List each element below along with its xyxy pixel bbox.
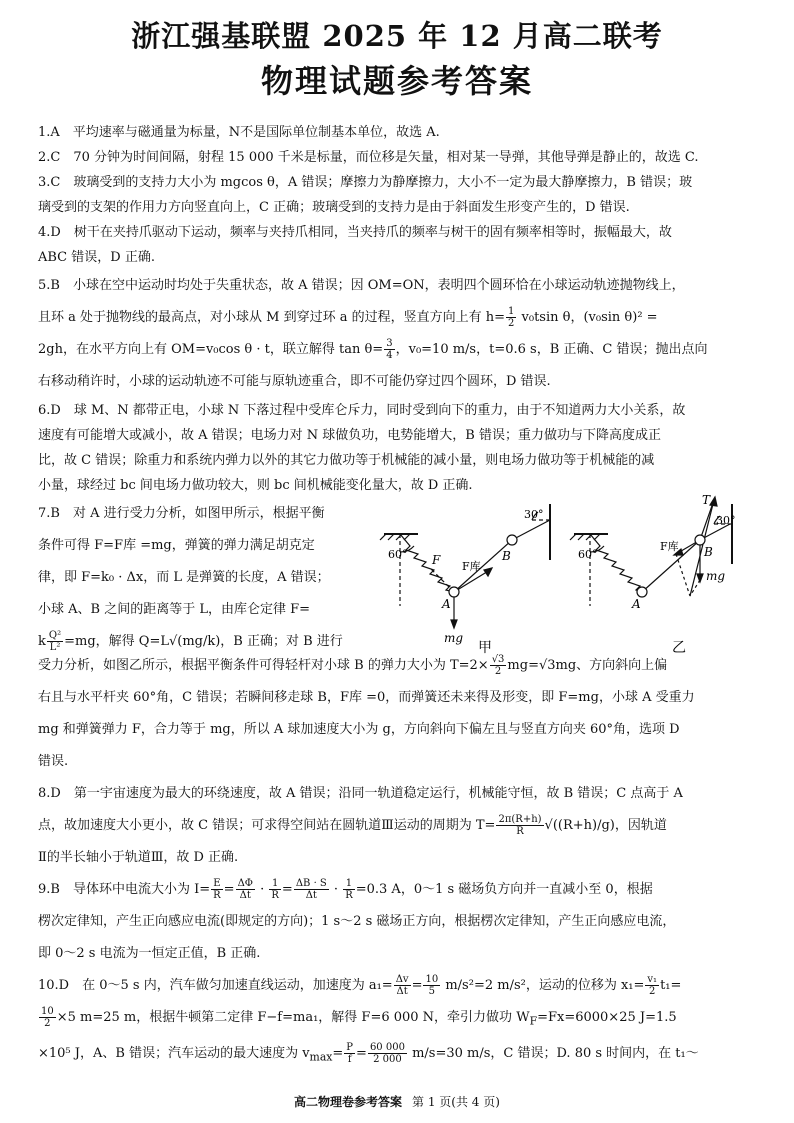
ball-B-jia bbox=[507, 535, 517, 545]
answer-content bbox=[38, 120, 762, 1073]
svg-text:F: F bbox=[432, 553, 441, 567]
svg-text:B: B bbox=[502, 549, 511, 563]
svg-text:A: A bbox=[442, 597, 451, 611]
ball-B-yi bbox=[695, 535, 705, 545]
answer-10: 10.D 在 0～5 s 内，汽车做匀加速直线运动，加速度为 a₁= $\frac{\Delta v}{\Delta t}$ = $\frac{10}{5}$ m/s²=2 m/s²，运动的位移为 x₁= $\frac{\text{v₁}}{2}$ t₁= $\frac{10}{2}$ ×5 m=25 m，根据牛顿第二定律 F−f=ma₁，解得 F=6 000 N，牵引力做功 $W_F=Fx=6000\times 25$ J=1.5 ×10⁵ J，A、B 错误；汽车运动的最大速度为 $v_{max}=$ $\frac{P}{f}$ = $\frac{60 000}{2 000}$ m/s=30 m/s，C 错误；D. 80 s 时间内，在 t₁～ bbox=[38, 974, 699, 1065]
exam-title: 浙江强基联盟 2025 年 12 月高二联考 bbox=[131, 19, 663, 53]
answer-9: 9.B 导体环中电流大小为 I= $\frac{E}{R}$ = $\frac{\Delta\Phi}{\Delta t}$ · $\frac{1}{R}$ = $\frac{\Delta B \cdot S}{\Delta t}$ · $\frac{1}{R}$ =0.3 A，0～1 s 磁场负方向并一直减小至 0，根据 楞次定律知，产生正向感应电流(即规定的方向)；1 s～2 s 磁场正方向，根据楞次定律知，产生正向感应电流， 即 0～2 s 电流为一恒定正值，B 正确. bbox=[38, 878, 676, 961]
svg-text:mg: mg bbox=[444, 631, 464, 645]
svg-text:甲: 甲 bbox=[478, 640, 492, 654]
answer-7-continued: 受力分析，如图乙所示，根据平衡条件可得轻杆对小球 B 的弹力大小为 T=2× $\frac{√3}{2}$ mg=√3mg、方向斜向上偏 右且与水平杆夹 60°角，C 错误；若瞬间移走球 B，F库 =0，而弹簧还未来得及形变，即 F=mg，小球 A 受重力 mg 和弹簧弹力 F，合力等于 mg，所以 A 球加速度大小为 g，方向斜向下偏左且与竖直方向夹 60°角，选项 D 错误. bbox=[38, 654, 695, 769]
fraction: $\frac{3}{4}$ bbox=[386, 338, 393, 361]
answer-5: 5.B 小球在空中运动时均处于失重状态，故 A 错误；因 OM=ON，表明四个圆环恰在小球运动轨迹抛物线上， 且环 a 处于抛物线的最高点，对小球从 M 到穿过环 a 的过程，竖直方向上有 h= $\frac{1}{2}$ v₀tsin θ，(v₀sin θ)² = 2gh，在水平方向上有 OM=v₀cos θ · t，联立解得 tan θ= $\frac{3}{4}$ ，v₀=10 m/s，t=0.6 s，B 正确、C 错误；抛出点向 右移动稍许时，小球的运动轨迹不可能与原轨迹重合，即不可能仍穿过四个圆环，D 错误. bbox=[38, 278, 708, 389]
fraction: $\frac{√3}{2}$ bbox=[491, 654, 505, 677]
svg-text:30°: 30° bbox=[524, 508, 544, 521]
page-footer bbox=[0, 1093, 794, 1110]
fraction: $\frac{1}{2}$ bbox=[508, 306, 515, 329]
answer-6: 6.D 球 M、N 都带正电，小球 N 下落过程中受库仑斥力，同时受到向下的重力，由于不知道两力大小关系，故 速度有可能增大或减小，故 A 错误；电场力对 N 球做负功，电势能增大，B 错误；重力做功与下降高度成正 比，故 C 错误；除重力和系统内弹力以外的其它力做功等于机械能的减小量，则电场力做功等于机械能的减 小量，球经过 bc 间电场力做功较大，则 bc 间机械能变化量大，故 D 正确. bbox=[38, 403, 686, 493]
svg-text:60°: 60° bbox=[388, 548, 408, 561]
answer-7-block bbox=[38, 494, 762, 654]
svg-text:F库: F库 bbox=[660, 540, 679, 553]
answer-title: 物理试题参考答案 bbox=[260, 62, 533, 100]
svg-text:mg: mg bbox=[706, 569, 726, 583]
ball-A-yi bbox=[637, 587, 647, 597]
answer-7-text: 7.B 对 A 进行受力分析，如图甲所示，根据平衡 条件可得 F=F库 =mg，弹簧的弹力满足胡克定 律，即 F=k₀ · Δx，而 L 是弹簧的长度，A 错误； 小球 A、B 之间的距离等于 L，由库仑定律 F= k $\frac{\text{Q²}}{\text{L²}}$ =mg，解得 Q=L√(mg/k)，B 正确；对 B 进行 bbox=[38, 506, 343, 653]
answer-1: 1.A 平均速率与磁通量为标量，N不是国际单位制基本单位，故选 A. bbox=[38, 125, 440, 140]
fraction: $\frac{\text{Q²}}{\text{L²}}$ bbox=[48, 630, 62, 653]
svg-text:60°: 60° bbox=[578, 548, 598, 561]
footer-title: 高二物理卷参考答案 bbox=[294, 1095, 403, 1109]
answer-3: 3.C 玻璃受到的支持力大小为 mgcos θ，A 错误；摩擦力为静摩擦力，大小不一定为最大静摩擦力，B 错误；玻 璃受到的支架的作用力方向竖直向上，C 正确；玻璃受到的支持力是由于斜面发生形变产生的，D 错误. bbox=[38, 175, 693, 215]
fraction: $\frac{2\pi(R+h)}{R}$ bbox=[498, 814, 542, 837]
svg-text:F库: F库 bbox=[462, 560, 481, 573]
answer-2: 2.C 70 分钟为时间间隔，射程 15 000 千米是标量，而位移是矢量，相对某一导弹，其他导弹是静止的，故选 C. bbox=[38, 150, 699, 165]
page-number: 第 1 页(共 4 页) bbox=[412, 1095, 500, 1109]
ball-A-jia bbox=[449, 587, 459, 597]
force-diagram bbox=[370, 494, 762, 654]
svg-text:T: T bbox=[702, 494, 711, 507]
answer-8: 8.D 第一宇宙速度为最大的环绕速度，故 A 错误；沿同一轨道稳定运行，机械能守恒，故 B 错误；C 点高于 A 点，故加速度大小更小，故 C 错误；可求得空间站在圆轨道Ⅲ运动的周期为 T= $\frac{2\pi(R+h)}{R}$ √((R+h)/g)，因轨道 Ⅱ的半长轴小于轨道Ⅲ，故 D 正确. bbox=[38, 786, 683, 865]
svg-text:A: A bbox=[632, 597, 641, 611]
svg-text:30°: 30° bbox=[716, 514, 736, 527]
answer-4: 4.D 树干在夹持爪驱动下运动，频率与夹持爪相同，当夹持爪的频率与树干的固有频率相等时，振幅最大，故 ABC 错误，D 正确. bbox=[38, 225, 672, 265]
svg-text:B: B bbox=[704, 545, 713, 559]
svg-text:乙: 乙 bbox=[672, 640, 686, 654]
